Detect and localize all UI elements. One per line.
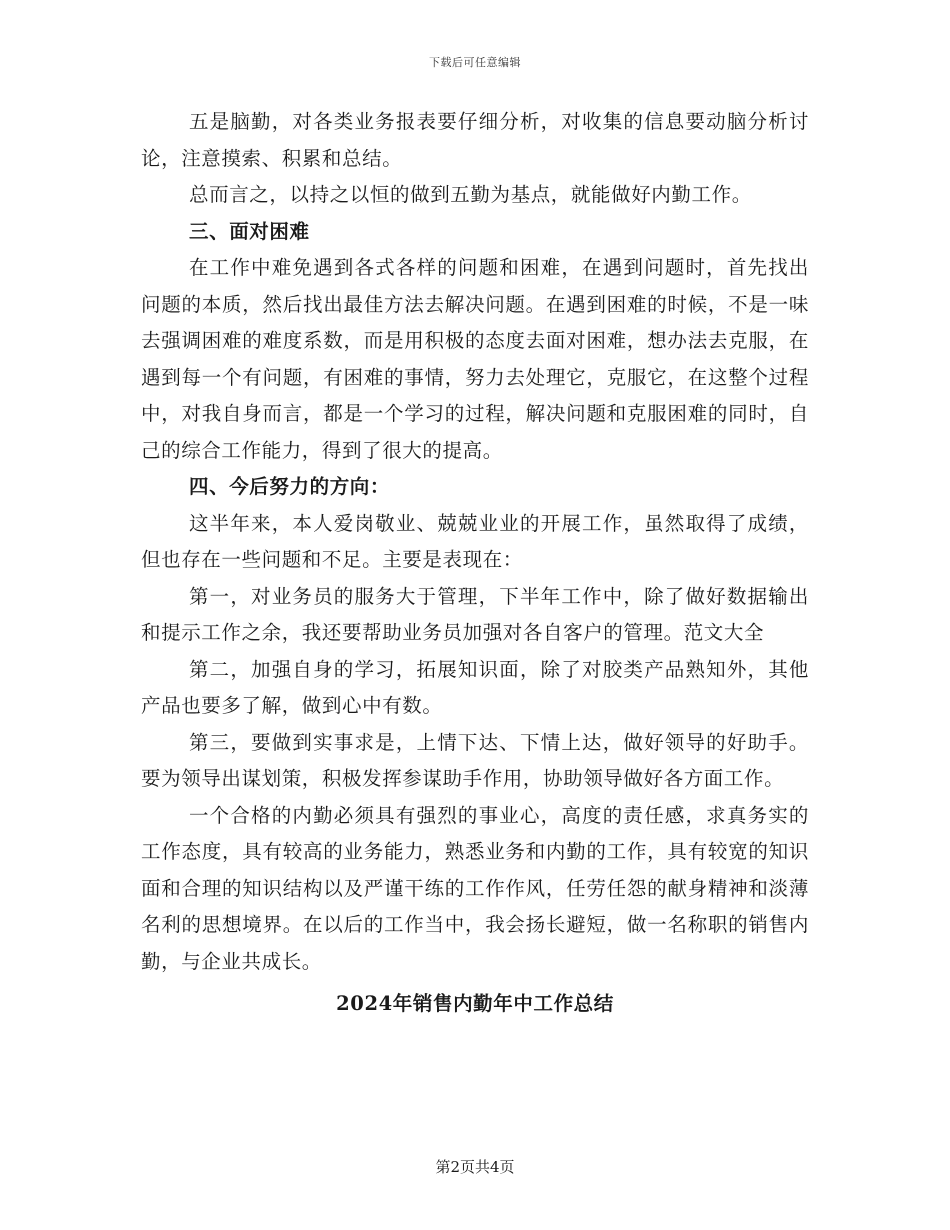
paragraph-summary: 总而言之，以持之以恒的做到五勤为基点，就能做好内勤工作。 <box>189 183 752 206</box>
section-heading-future-direction: 四、今后努力的方向： <box>189 475 391 498</box>
paragraph-brain-diligence: 五是脑勤，对各类业务报表要仔细分析，对收集的信息要动脑分析讨论，注意摸索、积累和总结。 <box>141 110 809 170</box>
paragraph-point-two: 第二，加强自身的学习，拓展知识面，除了对胶类产品熟知外，其他产品也要多了解，做到心中有数。 <box>141 657 809 717</box>
document-body <box>141 104 809 1023</box>
page-footer: 第2页共4页 <box>435 1158 515 1176</box>
next-document-title: 2024年销售内勤年中工作总结 <box>336 992 614 1015</box>
paragraph-difficulties: 在工作中难免遇到各式各样的问题和困难，在遇到问题时，首先找出问题的本质，然后找出最佳方法去解决问题。在遇到困难的时候，不是一味去强调困难的难度系数，而是用积极的态度去面对困难，想办法去克服，在遇到每一个有问题，有困难的事情，努力去处理它，克服它，在这整个过程中，对我自身而言，都是一个学习的过程，解决问题和克服困难的同时，自己的综合工作能力，得到了很大的提高。 <box>141 256 809 462</box>
header-note: 下载后可任意编辑 <box>429 56 521 69</box>
paragraph-point-one: 第一，对业务员的服务大于管理，下半年工作中，除了做好数据输出和提示工作之余，我还要帮助业务员加强对各自客户的管理。范文大全 <box>141 584 809 644</box>
section-heading-difficulties: 三、面对困难 <box>189 219 310 243</box>
paragraph-point-three: 第三，要做到实事求是，上情下达、下情上达，做好领导的好助手。要为领导出谋划策，积极发挥参谋助手作用，协助领导做好各方面工作。 <box>141 730 809 790</box>
paragraph-half-year-review: 这半年来，本人爱岗敬业、兢兢业业的开展工作，虽然取得了成绩，但也存在一些问题和不足。主要是表现在： <box>141 511 809 571</box>
paragraph-qualified-staff: 一个合格的内勤必须具有强烈的事业心，高度的责任感，求真务实的工作态度，具有较高的业务能力，熟悉业务和内勤的工作，具有较宽的知识面和合理的知识结构以及严谨干练的工作作风，任劳任怨的献身精神和淡薄名利的思想境界。在以后的工作当中，我会扬长避短，做一名称职的销售内勤，与企业共成长。 <box>141 803 809 973</box>
